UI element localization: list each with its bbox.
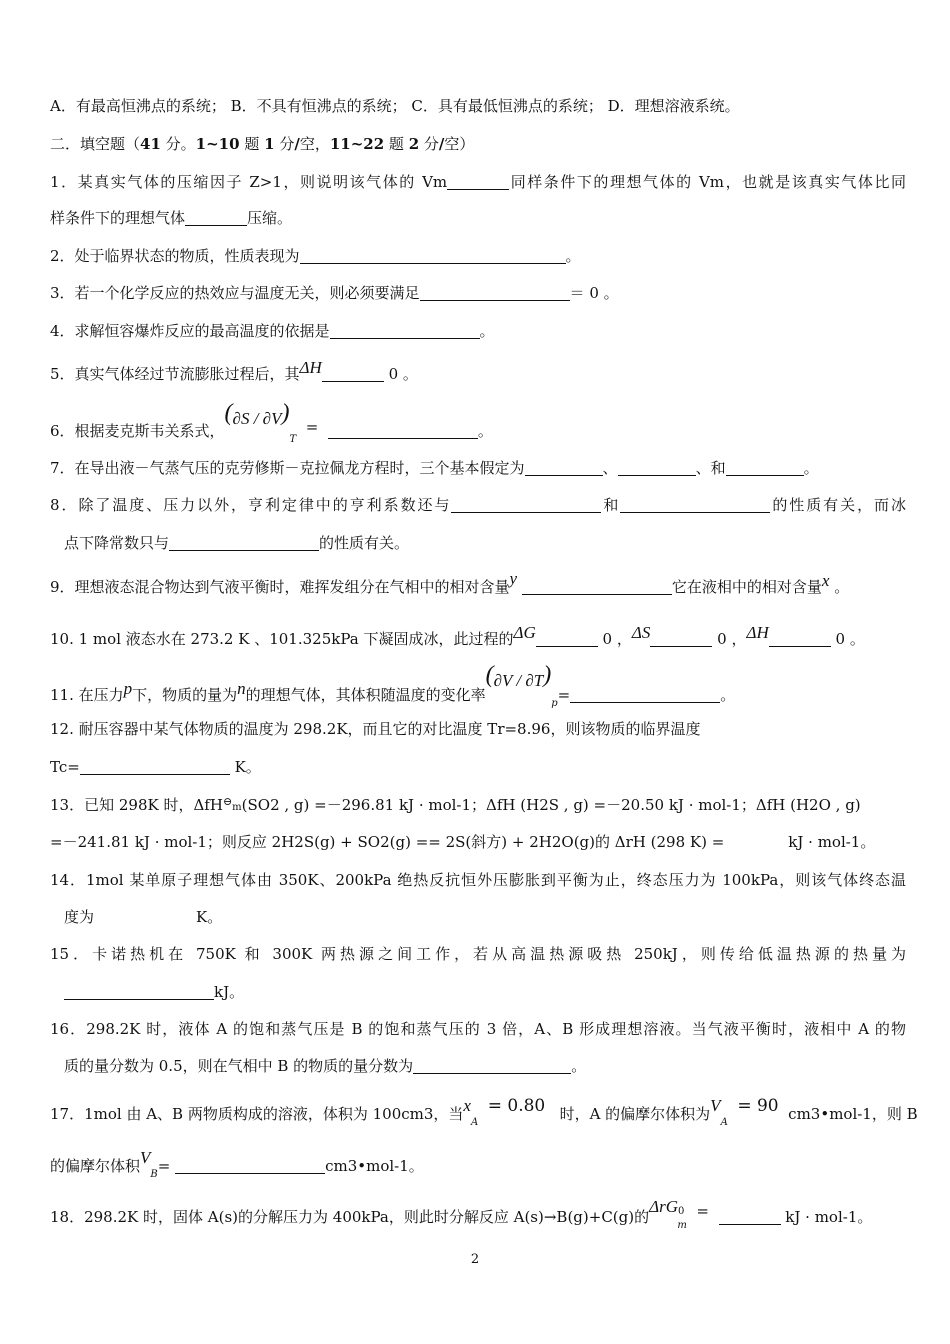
- question-17-line-1: 17．1mol 由 A、B 两物质构成的溶液，体积为 100cm3，当$x_A = 0.80$ 时，A 的偏摩尔体积为$V_A = 90$ cm3•mol-1，则 B: [50, 1096, 918, 1128]
- question-4: 4．求解恒容爆炸反应的最高温度的依据是 。: [50, 322, 495, 340]
- question-15-line-2: kJ。: [64, 981, 906, 1003]
- question-15-line-1: 15．卡诺热机在 750K 和 300K 两热源之间工作，若从高温热源吸热 250kJ，则传给低温热源的热量为: [50, 945, 906, 963]
- partial-derivative-expr: ∂V / ∂T: [493, 671, 544, 690]
- question-8-line-2: 点下降常数只与 的性质有关。: [64, 534, 410, 552]
- partial-derivative-expr: ∂S / ∂V: [232, 409, 282, 428]
- answer-blank[interactable]: [726, 460, 804, 476]
- question-14-line-1: 14．1mol 某单原子理想气体由 350K、200kPa 绝热反抗恒外压膨胀到平衡为止，终态压力为 100kPa，则该气体终态温: [50, 871, 906, 889]
- answer-blank[interactable]: [522, 579, 672, 595]
- question-17-line-2: 的偏摩尔体积$V_B=$ cm3•mol-1。: [50, 1148, 424, 1180]
- answer-blank[interactable]: [175, 1158, 325, 1174]
- question-11: 11. 在压力p下，物质的量为n的理想气体，其体积随温度的变化率$(\partial V / \partial T)_p=$ 。: [50, 662, 736, 709]
- page-number: 2: [470, 1252, 480, 1267]
- question-18: 18．298.2K 时，固体 A(s)的分解压力为 400kPa，则此时分解反应 A(s)→B(g)+C(g)的ΔrG$^0_m$ = kJ · mol-1。: [50, 1197, 873, 1231]
- question-5: 5．真实气体经过节流膨胀过程后，其ΔH 0 。: [50, 358, 418, 383]
- question-2: 2．处于临界状态的物质，性质表现为 。: [50, 247, 581, 265]
- question-13-line-1: 13．已知 298K 时，ΔfH⊖m(SO2 , g) =－296.81 kJ · mol-1；ΔfH (H2S , g) =－20.50 kJ · mol-1；ΔfH (H2O , g): [50, 795, 861, 814]
- options-text: A．有最高恒沸点的系统； B．不具有恒沸点的系统； C．具有最低恒沸点的系统； D．理想溶液系统。: [50, 97, 740, 115]
- question-12-line-1: 12. 耐压容器中某气体物质的温度为 298.2K，而且它的对比温度 Tr=8.96，则该物质的临界温度: [50, 720, 701, 738]
- question-6: 6．根据麦克斯韦关系式，$(\partial S / \partial V)_T$ = 。: [50, 400, 493, 445]
- answer-blank[interactable]: [413, 1058, 571, 1074]
- question-3: 3．若一个化学反应的热效应与温度无关，则必须要满足 ＝ 0 。: [50, 284, 619, 302]
- question-7: 7．在导出液－气蒸气压的克劳修斯－克拉佩龙方程时，三个基本假定为 、 、和 。: [50, 459, 819, 477]
- answer-blank[interactable]: [769, 631, 831, 647]
- question-9: 9．理想液态混合物达到气液平衡时，难挥发组分在气相中的相对含量y 它在液相中的相对含量x 。: [50, 569, 850, 596]
- answer-blank[interactable]: [447, 174, 509, 190]
- question-14-line-2: 度为 K。: [64, 908, 223, 926]
- question-16-line-2: 质的量分数为 0.5，则在气相中 B 的物质的量分数为 。: [64, 1057, 587, 1075]
- question-1-line-2: 样条件下的理想气体 压缩。: [50, 209, 293, 227]
- answer-blank[interactable]: [536, 631, 598, 647]
- answer-blank[interactable]: [300, 248, 566, 264]
- answer-blank[interactable]: [169, 535, 319, 551]
- answer-blank[interactable]: [570, 687, 720, 703]
- question-16-line-1: 16．298.2K 时，液体 A 的饱和蒸气压是 B 的饱和蒸气压的 3 倍，A、B 形成理想溶液。当气液平衡时，液相中 A 的物: [50, 1020, 906, 1038]
- answer-blank[interactable]: [328, 423, 478, 439]
- answer-blank[interactable]: [451, 497, 601, 513]
- question-12-line-2: Tc= K。: [50, 758, 261, 776]
- question-8-line-1: 8．除了温度、压力以外，亨利定律中的亨利系数还与 和 的性质有关，而冰: [50, 496, 906, 514]
- section-heading: 二．填空题（41 分。1~10 题 1 分/空，11~22 题 2 分/空）: [50, 135, 475, 153]
- answer-blank[interactable]: [719, 1209, 781, 1225]
- question-1-line-1: 1．某真实气体的压缩因子 Z>1，则说明该气体的 Vm 同样条件下的理想气体的 Vm，也就是该真实气体比同: [50, 173, 906, 191]
- previous-question-options: [50, 95, 906, 117]
- answer-blank[interactable]: [618, 460, 696, 476]
- standard-state-icon: ⊖: [222, 795, 233, 808]
- answer-blank[interactable]: [322, 366, 384, 382]
- answer-blank[interactable]: [525, 460, 603, 476]
- question-13-line-2: =－241.81 kJ · mol-1；则反应 2H2S(g) + SO2(g) == 2S(斜方) + 2H2O(g)的 ΔrH (298 K) = kJ · mol-1。: [50, 833, 876, 851]
- answer-blank[interactable]: [420, 285, 570, 301]
- question-10: 10. 1 mol 液态水在 273.2 K 、101.325kPa 下凝固成冰，此过程的ΔG 0 ，ΔS 0 ，ΔH 0 。: [50, 623, 865, 648]
- answer-blank[interactable]: [330, 323, 480, 339]
- answer-blank[interactable]: [650, 631, 712, 647]
- answer-blank[interactable]: [620, 497, 770, 513]
- delta-h-symbol: ΔH: [299, 358, 322, 377]
- answer-blank[interactable]: [64, 984, 214, 1000]
- answer-blank[interactable]: [80, 759, 230, 775]
- answer-blank[interactable]: [185, 210, 247, 226]
